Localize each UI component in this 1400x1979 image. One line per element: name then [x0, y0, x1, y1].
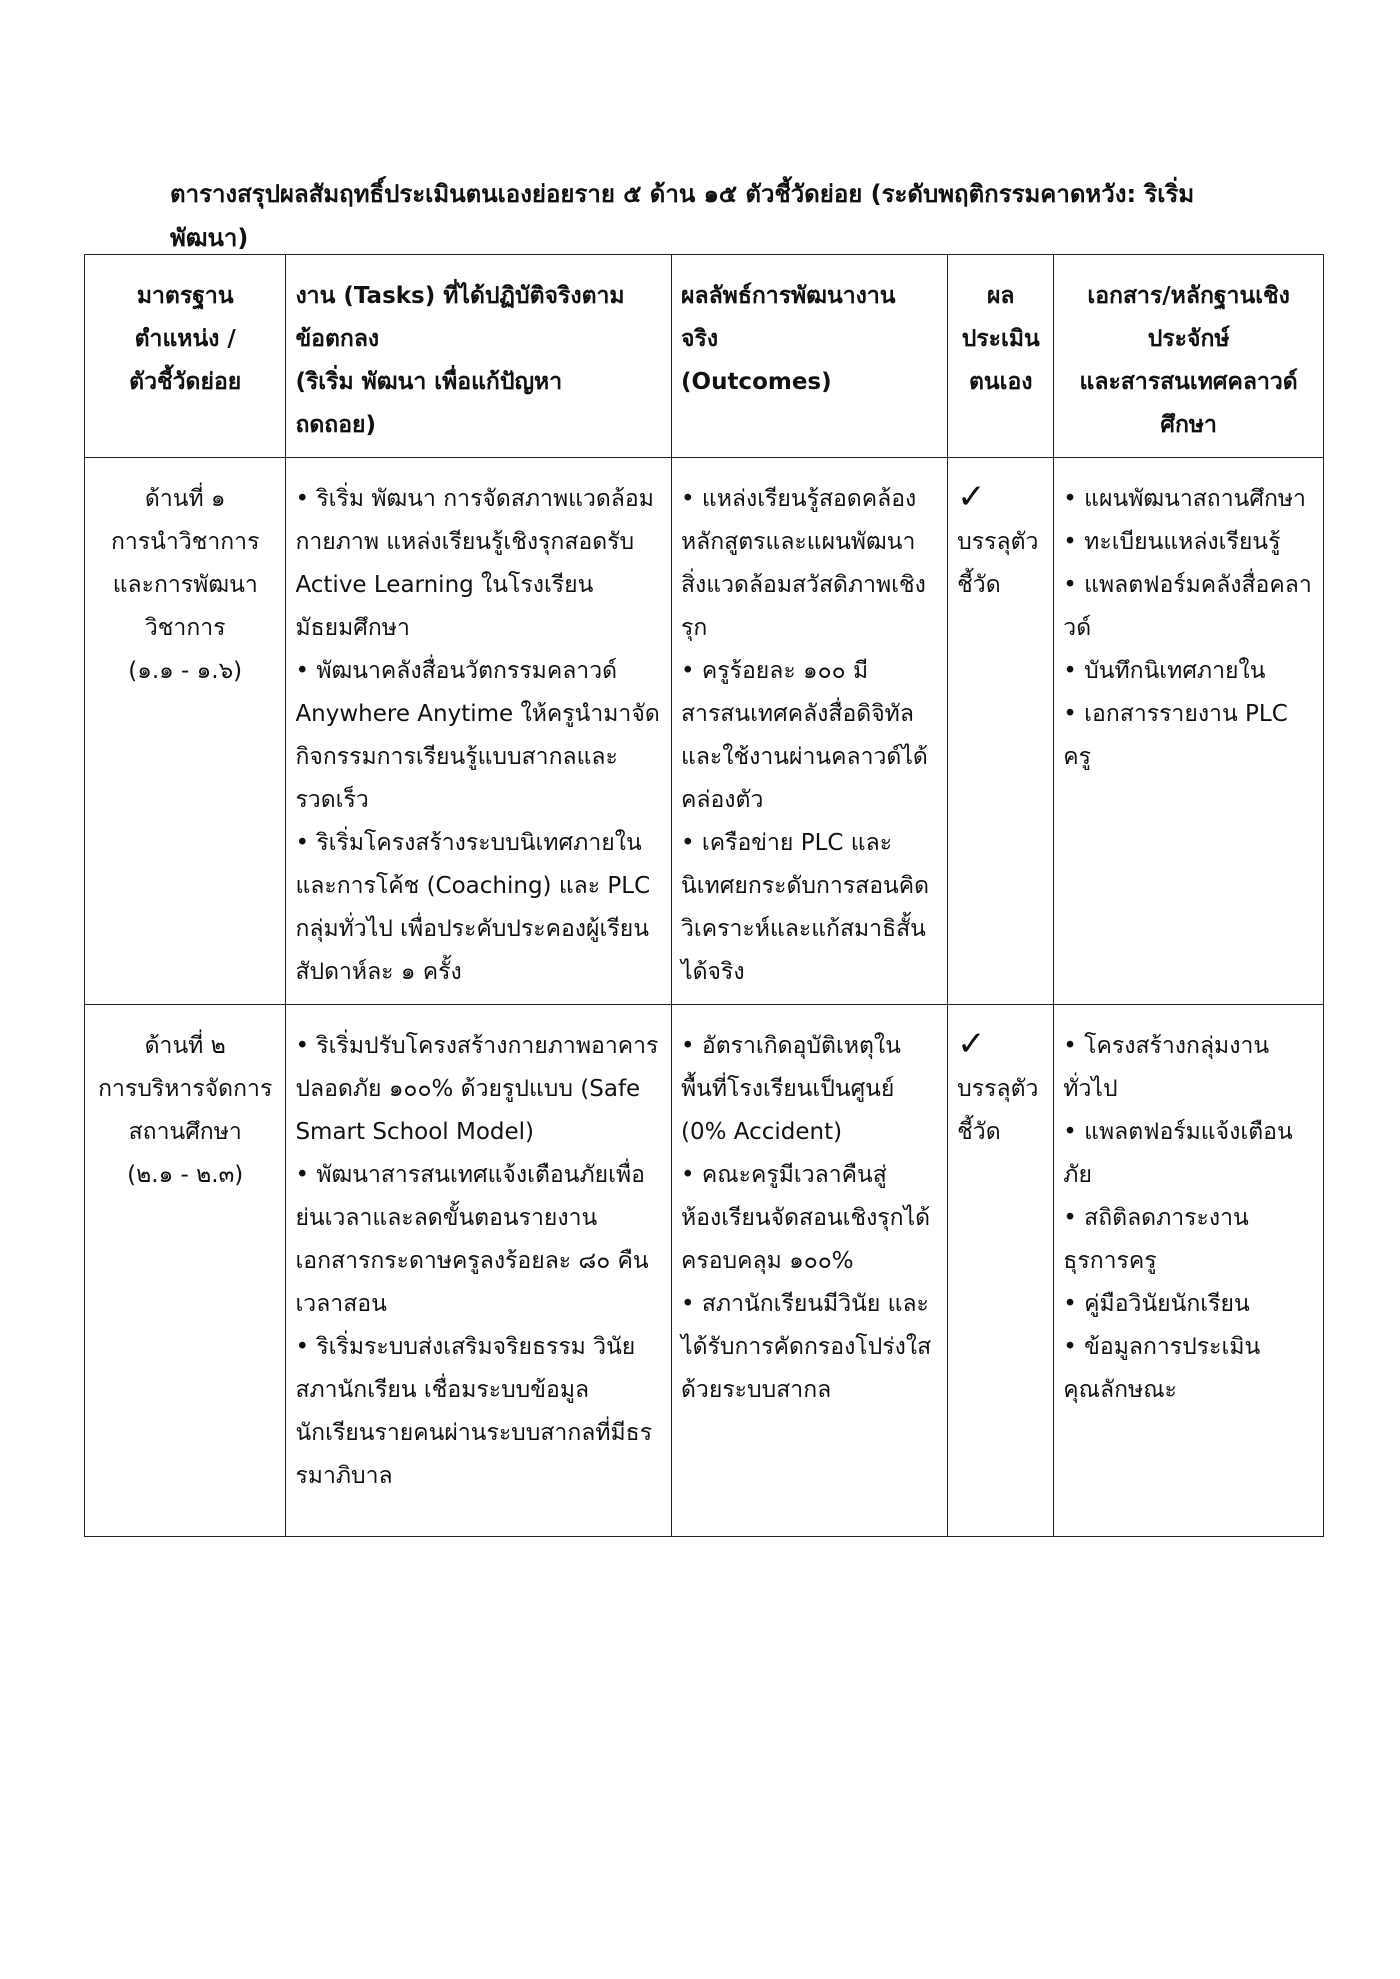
standard-line: วิชาการ: [144, 615, 226, 641]
header-tasks-line: ข้อตกลง: [295, 326, 380, 352]
header-evidence-line: ศึกษา: [1160, 412, 1217, 438]
summary-table: [84, 254, 1324, 1537]
task-item: • ริเริ่มระบบส่งเสริมจริยธรรม วินัย สภานักเรียน เชื่อมระบบข้อมูลนักเรียนรายคนผ่านระบบสากลที่มีธรรมาภิบาล: [295, 1334, 653, 1489]
evidence-item: • แผนพัฒนาสถานศึกษา: [1063, 486, 1306, 512]
outcomes-cell: [672, 458, 948, 1005]
task-item: • ริเริ่ม พัฒนา การจัดสภาพแวดล้อมกายภาพ แหล่งเรียนรู้เชิงรุกสอดรับ Active Learning ในโรงเรียนมัธยมศึกษา: [295, 486, 654, 641]
standard-line: ด้านที่ ๑: [144, 486, 226, 512]
header-outcomes-line: จริง: [681, 326, 719, 352]
evidence-item: • แพลตฟอร์มแจ้งเตือนภัย: [1063, 1119, 1293, 1188]
header-tasks-line: ถดถอย): [295, 412, 377, 438]
header-outcomes-line: ผลลัพธ์การพัฒนางาน: [681, 283, 896, 309]
header-result-line: ประเมิน: [961, 326, 1040, 352]
result-cell: [948, 1005, 1054, 1537]
table-row: [85, 1005, 1324, 1537]
header-tasks-line: (ริเริ่ม พัฒนา เพื่อแก้ปัญหา: [295, 369, 563, 395]
standard-line: ด้านที่ ๒: [144, 1033, 226, 1059]
header-outcomes-line: (Outcomes): [681, 369, 832, 395]
task-item: • พัฒนาสารสนเทศแจ้งเตือนภัยเพื่อย่นเวลาและลดขั้นตอนรายงานเอกสารกระดาษครูลงร้อยละ ๘๐ คืนเวลาสอน: [295, 1162, 649, 1317]
tasks-cell: [286, 458, 672, 1005]
header-standard-line: ตัวชี้วัดย่อย: [129, 369, 242, 395]
evidence-item: • ข้อมูลการประเมินคุณลักษณะ: [1063, 1334, 1261, 1403]
outcomes-cell: [672, 1005, 948, 1537]
table-row: [85, 458, 1324, 1005]
outcome-item: • คณะครูมีเวลาคืนสู่ห้องเรียนจัดสอนเชิงรุกได้ครอบคลุม ๑๐๐%: [681, 1162, 931, 1274]
outcome-item: • ครูร้อยละ ๑๐๐ มีสารสนเทศคลังสื่อดิจิทัลและใช้งานผ่านคลาวด์ได้คล่องตัว: [681, 658, 928, 813]
header-outcomes: [672, 255, 948, 458]
table-header-row: [85, 255, 1324, 458]
header-standard: [85, 255, 286, 458]
header-standard-line: มาตรฐาน: [136, 283, 234, 309]
header-tasks: [286, 255, 672, 458]
task-item: • ริเริ่มโครงสร้างระบบนิเทศภายในและการโค้ช (Coaching) และ PLC กลุ่มทั่วไป เพื่อประคับประคองผู้เรียนสัปดาห์ละ ๑ ครั้ง: [295, 830, 651, 985]
evidence-item: • ทะเบียนแหล่งเรียนรู้: [1063, 529, 1281, 555]
header-standard-line: ตำแหน่ง /: [134, 326, 236, 352]
evidence-item: • คู่มือวินัยนักเรียน: [1063, 1291, 1250, 1317]
evidence-item: • โครงสร้างกลุ่มงานทั่วไป: [1063, 1033, 1270, 1102]
standard-cell: [85, 458, 286, 1005]
checkmark-icon: ✓: [957, 477, 986, 517]
checkmark-icon: ✓: [957, 1024, 986, 1064]
evidence-item: • สถิติลดภาระงานธุรการครู: [1063, 1205, 1249, 1274]
outcome-item: • แหล่งเรียนรู้สอดคล้องหลักสูตรและแผนพัฒนาสิ่งแวดล้อมสวัสดิภาพเชิงรุก: [681, 486, 926, 641]
result-cell: [948, 458, 1054, 1005]
standard-line: การบริหารจัดการ: [98, 1076, 273, 1102]
evidence-cell: [1054, 458, 1324, 1005]
evidence-cell: [1054, 1005, 1324, 1537]
standard-cell: [85, 1005, 286, 1537]
task-item: • ริเริ่มปรับโครงสร้างกายภาพอาคาร ปลอดภัย ๑๐๐% ด้วยรูปแบบ (Safe Smart School Model): [295, 1033, 659, 1145]
result-label: บรรลุตัวชี้วัด: [957, 1076, 1039, 1145]
outcome-item: • สภานักเรียนมีวินัย และได้รับการคัดกรองโปร่งใสด้วยระบบสากล: [681, 1291, 932, 1403]
outcome-item: • อัตราเกิดอุบัติเหตุในพื้นที่โรงเรียนเป็นศูนย์ (0% Accident): [681, 1033, 901, 1145]
header-result-line: ผล: [986, 283, 1015, 309]
tasks-cell: [286, 1005, 672, 1537]
header-evidence: [1054, 255, 1324, 458]
standard-line: และการพัฒนา: [112, 572, 258, 598]
standard-line: (๒.๑ - ๒.๓): [127, 1162, 244, 1188]
header-tasks-line: งาน (Tasks) ที่ได้ปฏิบัติจริงตาม: [295, 283, 625, 309]
standard-line: (๑.๑ - ๑.๖): [128, 658, 243, 684]
page-title: ตารางสรุปผลสัมฤทธิ์ประเมินตนเองย่อยราย ๕ ด้าน ๑๕ ตัวชี้วัดย่อย (ระดับพฤติกรรมคาดหวัง: ริเริ่ม พัฒนา): [170, 180, 1195, 252]
header-result-line: ตนเอง: [968, 369, 1033, 395]
evidence-item: • บันทึกนิเทศภายใน: [1063, 658, 1266, 684]
evidence-item: • เอกสารรายงาน PLC ครู: [1063, 701, 1288, 770]
outcome-item: • เครือข่าย PLC และนิเทศยกระดับการสอนคิดวิเคราะห์และแก้สมาธิสั้นได้จริง: [681, 830, 930, 985]
header-result: [948, 255, 1054, 458]
header-evidence-line: ประจักษ์: [1147, 326, 1230, 352]
standard-line: การนำวิชาการ: [110, 529, 260, 555]
result-label: บรรลุตัวชี้วัด: [957, 529, 1039, 598]
evidence-item: • แพลตฟอร์มคลังสื่อคลาวด์: [1063, 572, 1312, 641]
header-evidence-line: และสารสนเทศคลาวด์: [1079, 369, 1298, 395]
task-item: • พัฒนาคลังสื่อนวัตกรรมคลาวด์ Anywhere Anytime ให้ครูนำมาจัดกิจกรรมการเรียนรู้แบบสากลและรวดเร็ว: [295, 658, 660, 813]
standard-line: สถานศึกษา: [128, 1119, 242, 1145]
header-evidence-line: เอกสาร/หลักฐานเชิง: [1087, 283, 1290, 309]
